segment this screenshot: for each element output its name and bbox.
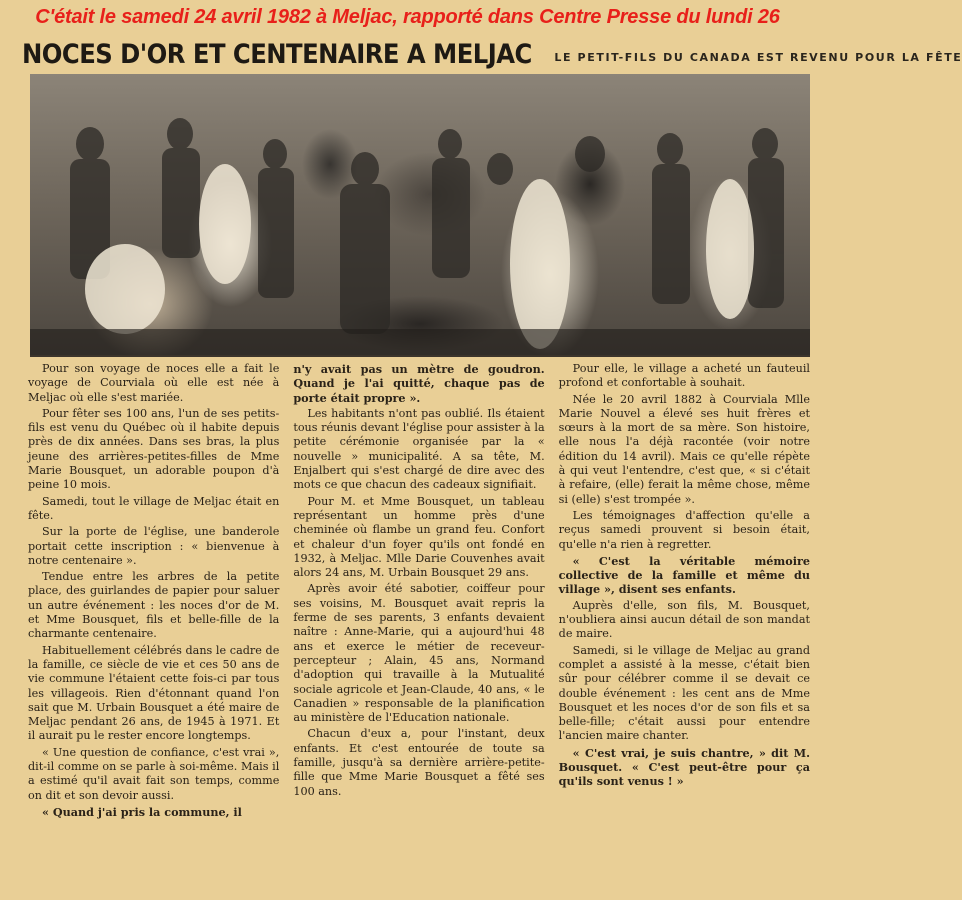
paragraph: Samedi, si le village de Meljac au grand complet a assisté à la messe, c'était bien sûr pour célébrer comme il se devait ce double événement : les cent ans de Mme Bousquet et les noces d'or de son fils et sa belle-fille; c'était aussi pour entendre l'ancien maire chanter.: [558, 643, 810, 743]
article-column-2: [293, 362, 544, 898]
article-headline: NOCES D'OR ET CENTENAIRE A MELJAC: [22, 38, 532, 70]
paragraph: Les témoignages d'affection qu'elle a reçus samedi prouvent si besoin était, qu'elle n'a rien à regretter.: [558, 508, 810, 551]
paragraph: « C'est vrai, je suis chantre, » dit M. Bousquet. « C'est peut-être pour ça qu'ils sont venus ! »: [558, 745, 810, 789]
paragraph: Habituellement célébrés dans le cadre de la famille, ce siècle de vie et ces 50 ans de vie commune l'étaient cette fois-ci par tous les villageois. Rien d'étonnant quand l'on sait que M. Urbain Bousquet a été maire de Meljac pendant 26 ans, de 1945 à 1971. Et il aurait pu le rester encore longtemps.: [28, 643, 280, 743]
article-column-3: [559, 362, 810, 898]
paragraph: Samedi, tout le village de Meljac était en fête.: [28, 494, 280, 522]
page-caption: C'était le samedi 24 avril 1982 à Meljac, rapporté dans Centre Presse du lundi 26: [35, 6, 780, 28]
photo-crowd-silhouettes: [30, 74, 810, 355]
paragraph: Tendue entre les arbres de la petite place, des guirlandes de papier pour saluer un autre événement : les noces d'or de M. et Mme Bousquet, fils et belle-fille de la charmante centenaire.: [28, 570, 280, 641]
paragraph: Pour son voyage de noces elle a fait le voyage de Courviala où elle est née à Meljac où elle s'est mariée.: [28, 362, 280, 404]
paragraph: Auprès d'elle, son fils, M. Bousquet, n'oubliera ainsi aucun détail de son mandat de maire.: [558, 598, 810, 641]
paragraph: « Quand j'ai pris la commune, il: [42, 804, 242, 819]
paragraph: Les habitants n'ont pas oublié. Ils étaient tous réunis devant l'église pour assister à la petite cérémonie organisée par la « nouvelle » municipalité. A sa tête, M. Enjalbert qui s'est chargé de dire avec des mots ce que chacun des cadeaux signifiait.: [293, 406, 545, 492]
headline-row: [22, 34, 962, 74]
paragraph: « Une question de confiance, c'est vrai », dit-il comme on se parle à soi-même. Mais il a estimé qu'il avait fait son temps, comme on dit et son devoir aussi.: [28, 745, 280, 802]
paragraph: Après avoir été sabotier, coiffeur pour ses voisins, M. Bousquet avait repris la ferme de ses parents, 3 enfants devaient naître : Anne-Marie, qui a aujourd'hui 48 ans et exerce le métier de receveur-percepteur ; Alain, 45 ans, Normand d'adoption qui travaille à la Mutualité sociale agricole et Jean-Claude, 40 ans, « le Canadien » responsable de la planification au ministère de l'Education nationale.: [293, 582, 545, 725]
article-body: [28, 362, 810, 898]
paragraph: Chacun d'eux a, pour l'instant, deux enfants. Et c'est entourée de toute sa famille, jusqu'à sa dernière arrière-petite-fille que Mme Marie Bousquet a fêté ses 100 ans.: [293, 727, 545, 798]
article-subheadline: LE PETIT-FILS DU CANADA EST REVENU POUR LA FÊTE: [554, 50, 962, 64]
paragraph: Pour fêter ses 100 ans, l'un de ses petits-fils est venu du Québec où il habite depuis près de dix années. Dans ses bras, la plus jeune des arrières-petites-filles de Mme Marie Bousquet, un adorable poupon d'à peine 10 mois.: [28, 406, 280, 492]
article-column-1: [28, 362, 279, 898]
paragraph: Sur la porte de l'église, une banderole portait cette inscription : « bienvenue à notre centenaire ».: [28, 525, 280, 567]
paragraph: Pour M. et Mme Bousquet, un tableau représentant un homme près d'une cheminée où flambe un grand feu. Confort et chaleur d'un foyer qu'ils ont fondé en 1932, à Meljac. Mlle Darie Couvenhes avait alors 24 ans, M. Urbain Bousquet 29 ans.: [293, 494, 545, 580]
article-photo: [30, 74, 810, 357]
paragraph: n'y avait pas un mètre de goudron. Quand je l'ai quitté, chaque pas de porte était propre ».: [293, 362, 545, 405]
paragraph: « C'est la véritable mémoire collective de la famille et même du village », disent ses enfants.: [558, 553, 810, 597]
paragraph: Née le 20 avril 1882 à Courviala Mlle Marie Nouvel a élevé ses huit frères et sœurs à la mort de sa mère. Son histoire, elle nous l'a déjà racontée (voir notre édition du 14 avril). Mais ce qu'elle répète à qui veut l'entendre, c'est que, « si c'était à refaire, (elle) ferait la même chose, même si (elle) s'est trompée ».: [558, 392, 810, 506]
paragraph: Pour elle, le village a acheté un fauteuil profond et confortable à souhait.: [558, 362, 810, 390]
